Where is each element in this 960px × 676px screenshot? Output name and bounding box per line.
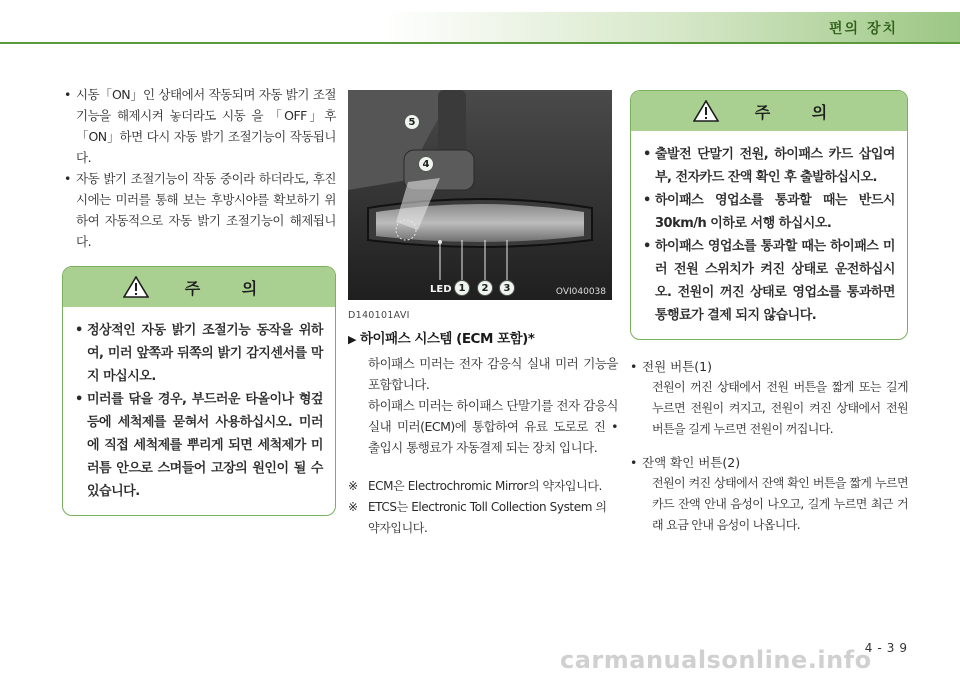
caution-body — [631, 131, 907, 339]
left-bullet-2: • 자동 밝기 조절기능이 작동 중이라 하더라도, 후진시에는 미러를 통해 보는 후방시야를 확보하기 위하여 자동적으로 자동 밝기 조절기능이 해제됩니다. — [62, 168, 336, 252]
header-rule — [0, 42, 960, 44]
section-title: ▶ 하이패스 시스템 (ECM 포함)* — [348, 331, 535, 347]
caution-item: • 미러를 닦을 경우, 부드러운 타올이나 형겊 등에 세척제를 묻혀서 사용하십시오. 미러에 직접 세척제를 뿌리게 되면 세척제가 미러틈 안으로 스며들어 고장의 원인이 될 수 있습니다. — [73, 388, 323, 503]
page-header — [0, 0, 960, 42]
item-body: 전원이 켜진 상태에서 잔액 확인 버튼을 짧게 누르면 카드 잔액 안내 음성이 나오고, 길게 누르면 최근 거래 요금 안내 음성이 나옵니다. — [652, 476, 908, 532]
caution-header — [63, 267, 335, 307]
note-mark: ※ — [348, 500, 358, 514]
right-column — [630, 90, 908, 548]
callout-4-badge: 4 — [418, 156, 434, 172]
left-column — [62, 84, 336, 516]
section-paragraph-2: 하이패스 미러는 하이패스 단말기를 전자 감응식 실내 미러(ECM)에 통합하여 유료 도로로 진 • 출입시 통행료가 자동결제 되는 장치 입니다. — [368, 398, 618, 455]
notes — [348, 476, 618, 539]
caution-title: 주 의 — [184, 278, 276, 298]
balance-button-description — [630, 452, 908, 536]
right-caution-box — [630, 90, 908, 340]
note-mark: ※ — [348, 479, 358, 493]
triangle-marker-icon: ▶ — [348, 333, 356, 346]
warning-triangle-icon — [693, 100, 719, 122]
caution-item: • 하이패스 영업소를 통과할 때는 하이패스 미러 전원 스위치가 켜진 상태로 운전하십시오. 전원이 꺼진 상태로 영업소를 통과하면 통행료가 결제 되지 않습니다. — [641, 235, 895, 327]
left-bullet-1: • 시동「ON」인 상태에서 작동되며 자동 밝기 조절기능을 해제시켜 놓더라도 시동 을 「OFF」후「ON」하면 다시 자동 밝기 조절기능이 작동됩니다. — [62, 84, 336, 168]
middle-column — [348, 90, 618, 539]
led-label: LED — [430, 284, 452, 295]
section-paragraph-1: 하이패스 미러는 전자 감응식 실내 미러 기능을 포함합니다. — [368, 356, 618, 392]
item-title: • 잔액 확인 버튼(2) — [630, 452, 908, 473]
left-caution-box — [62, 266, 336, 516]
callout-2-badge: 2 — [477, 280, 493, 296]
caution-item: • 하이패스 영업소를 통과할 때는 반드시 30km/h 이하로 서행 하십시오. — [641, 189, 895, 235]
page-number: 4-39 — [864, 641, 912, 655]
caution-title: 주 의 — [754, 102, 846, 122]
callout-1-badge: 1 — [454, 280, 470, 296]
caution-body — [63, 307, 335, 515]
section-code: D140101AVI — [348, 310, 410, 321]
mirror-photo — [348, 90, 612, 300]
callout-5-badge: 5 — [404, 114, 420, 130]
item-body: 전원이 꺼진 상태에서 전원 버튼을 짧게 또는 길게 누르면 전원이 켜지고, 전원이 켜진 상태에서 전원 버튼을 길게 누르면 전원이 꺼집니다. — [652, 380, 908, 436]
left-bullets — [62, 84, 336, 252]
warning-triangle-icon — [123, 276, 149, 298]
page-title: 편의 장치 — [829, 21, 898, 37]
watermark: carmanualsonline.info — [560, 646, 872, 674]
caution-header — [631, 91, 907, 131]
header-band — [0, 12, 960, 42]
callout-3-badge: 3 — [499, 280, 515, 296]
caution-item: • 정상적인 자동 밝기 조절기능 동작을 위하여, 미러 앞쪽과 뒤쪽의 밝기 감지센서를 막지 마십시오. — [73, 319, 323, 388]
item-title: • 전원 버튼(1) — [630, 356, 908, 377]
caution-item: • 출발전 단말기 전원, 하이패스 카드 삽입여부, 전자카드 잔액 확인 후 출발하십시오. — [641, 143, 895, 189]
image-code: OVI040038 — [555, 287, 606, 297]
power-button-description — [630, 356, 908, 440]
note-item: ※ ETCS는 Electronic Toll Collection System 의 약자입니다. — [348, 497, 618, 539]
note-item: ※ ECM은 Electrochromic Mirror의 약자입니다. — [348, 476, 618, 497]
button-descriptions — [630, 356, 908, 536]
mirror-illustration — [348, 90, 612, 300]
